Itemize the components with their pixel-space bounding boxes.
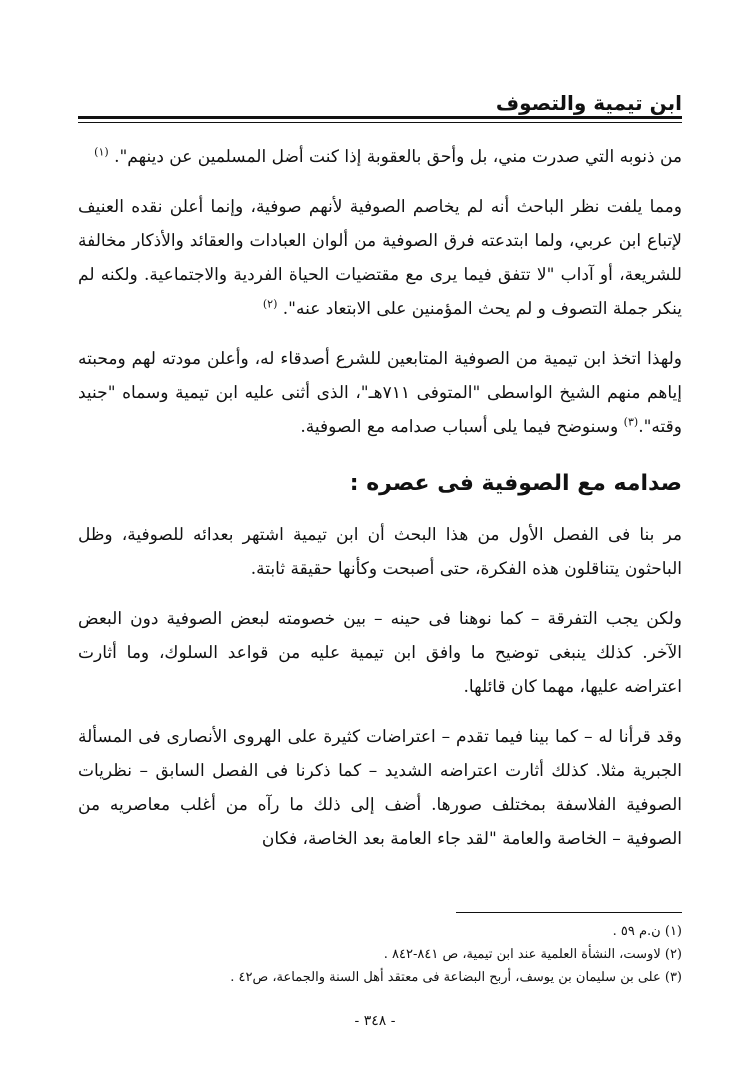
paragraph: ولكن يجب التفرقة – كما نوهنا فى حينه – بين خصومته لبعض الصوفية دون البعض الآخر. كذلك ينبغى توضيح ما وافق ابن تيمية عليه من قواعد السلوك، وما أثارت اعتراضه عليها، مهما كان قائلها.: [78, 609, 682, 697]
paragraph: [78, 342, 682, 444]
footnote-ref: (٢): [262, 297, 278, 311]
footnote: (٣) على بن سليمان بن يوسف، أربح البضاعة فى معتقد أهل السنة والجماعة، ص٤٢ .: [230, 970, 682, 985]
paragraph-text: ومما يلفت نظر الباحث أنه لم يخاصم الصوفية لأنهم صوفية، وإنما أعلن نقده العنيف لإتباع ابن عربي، ولما ابتدعته فرق الصوفية من ألوان العبادات والعقائد والأذكار مخالفة للشريعة، أو آداب "لا تتفق فيما يرى مع مقتضيات الحياة الفردية والاجتماعية. ولكنه لم ينكر جملة التصوف و لم يحث المؤمنين على الابتعاد عنه".: [78, 197, 682, 319]
header-rule-thick: [78, 116, 682, 119]
paragraph: مر بنا فى الفصل الأول من هذا البحث أن ابن تيمية اشتهر بعدائه للصوفية، وظل الباحثون يتناقلون هذه الفكرة، حتى أصبحت وكأنها حقيقة ثابتة.: [78, 525, 682, 579]
paragraph-text: وسنوضح فيما يلى أسباب صدامه مع الصوفية.: [300, 417, 624, 437]
footnote: (١) ن.م ٥٩ .: [612, 924, 682, 939]
footnote-ref: (٣): [623, 415, 639, 429]
paragraph: وقد قرأنا له – كما بينا فيما تقدم – اعتراضات كثيرة على الهروى الأنصارى فى المسألة الجبرية مثلا. كذلك أثارت اعتراضه الشديد – كما ذكرنا فى الفصل السابق – نظريات الصوفية الفلاسفة بمختلف صورها. أضف إلى ذلك ما رآه من أغلب معاصريه من الصوفية – الخاصة والعامة "لقد جاء العامة بعد الخاصة، فكان: [78, 727, 682, 849]
page-header: [78, 88, 682, 120]
page-number: - ٣٤٨ -: [354, 1013, 396, 1029]
paragraph-text: ولهذا اتخذ ابن تيمية من الصوفية المتابعين للشرع أصدقاء له، وأعلن مودته لهم ومحبته إياهم منهم الشيخ الواسطى "المتوفى ٧١١هـ"، الذى أثنى عليه ابن تيمية وسماه "جنيد وقته".: [78, 349, 682, 437]
section-heading: صدامه مع الصوفية فى عصره :: [349, 471, 682, 496]
footnote-ref: (١): [94, 145, 109, 159]
paragraph: [78, 190, 682, 326]
paragraph-text: من ذنوبه التي صدرت مني، بل وأحق بالعقوبة إذا كنت أضل المسلمين عن دينهم".: [114, 147, 682, 167]
footnotes: [78, 920, 682, 989]
footnote-divider: [456, 912, 682, 913]
header-rule-thin: [78, 122, 682, 123]
running-title: ابن تيمية والتصوف: [495, 91, 682, 115]
footnote: (٢) لاوست، النشأة العلمية عند ابن تيمية، ص ٨٤١-٨٤٢ .: [383, 947, 682, 962]
paragraph: [78, 140, 682, 174]
page-body: [78, 140, 682, 872]
